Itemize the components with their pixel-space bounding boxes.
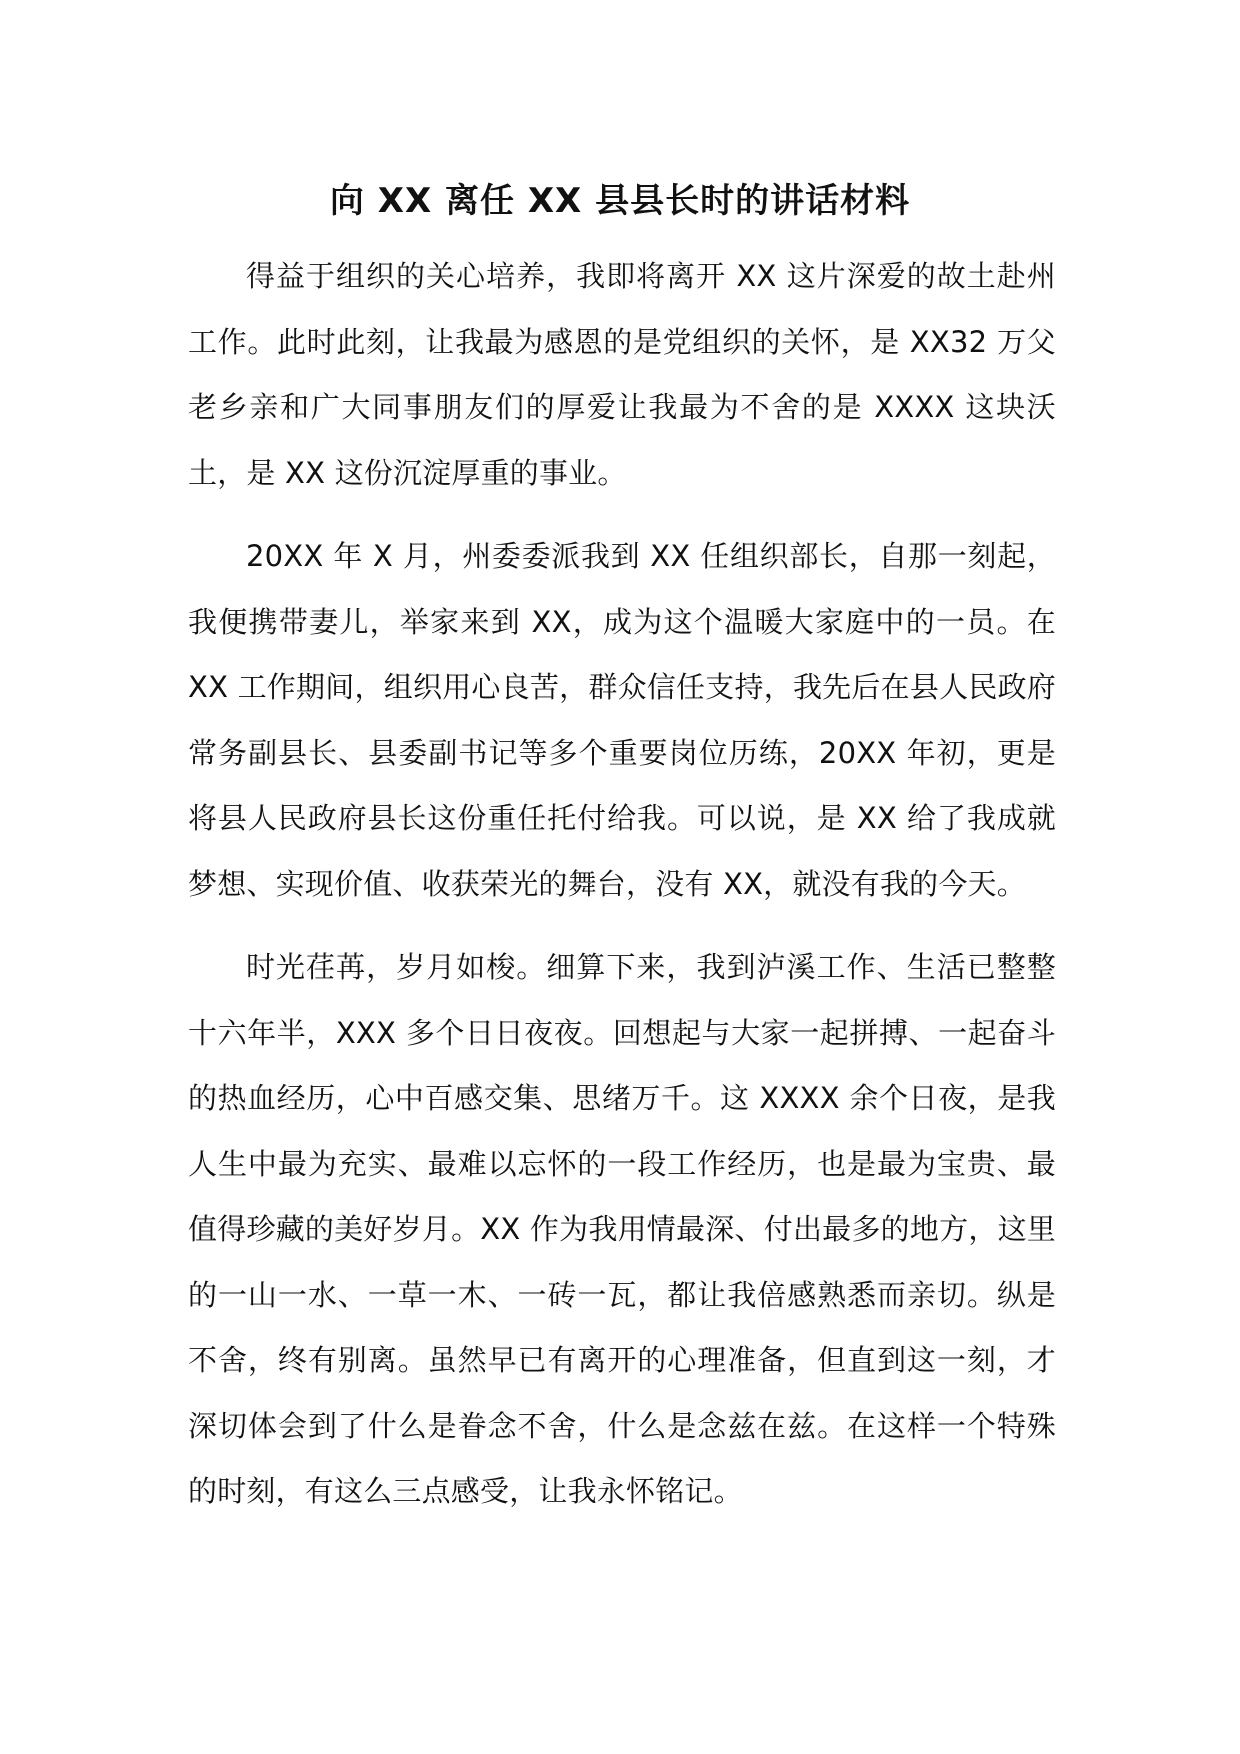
document-body (188, 244, 1056, 1543)
paragraph-3: 时光荏苒，岁月如梭。细算下来，我到泸溪工作、生活已整整十六年半，XXX 多个日日夜夜。回想起与大家一起拼搏、一起奋斗的热血经历，心中百感交集、思绪万千。这 XXXX 余个日夜，是我人生中最为充实、最难以忘怀的一段工作经历，也是最为宝贵、最值得珍藏的美好岁月。XX 作为我用情最深、付出最多的地方，这里的一山一水、一草一木、一砖一瓦，都让我倍感熟悉而亲切。纵是不舍，终有别离。虽然早已有离开的心理准备，但直到这一刻，才深切体会到了什么是眷念不舍，什么是念兹在兹。在这样一个特殊的时刻，有这么三点感受，让我永怀铭记。 (188, 950, 1056, 1508)
paragraph-2: 20XX 年 X 月，州委委派我到 XX 任组织部长，自那一刻起，我便携带妻儿，举家来到 XX，成为这个温暖大家庭中的一员。在 XX 工作期间，组织用心良苦，群众信任支持，我先后在县人民政府常务副县长、县委副书记等多个重要岗位历练，20XX 年初，更是将县人民政府县长这份重任托付给我。可以说，是 XX 给了我成就梦想、实现价值、收获荣光的舞台，没有 XX，就没有我的今天。 (188, 539, 1056, 901)
paragraph-1: 得益于组织的关心培养，我即将离开 XX 这片深爱的故土赴州工作。此时此刻，让我最为感恩的是党组织的关怀，是 XX32 万父老乡亲和广大同事朋友们的厚爱让我最为不舍的是 XXXX 这块沃土，是 XX 这份沉淀厚重的事业。 (188, 259, 1056, 490)
document-title: 向 XX 离任 XX 县县长时的讲话材料 (329, 181, 911, 221)
